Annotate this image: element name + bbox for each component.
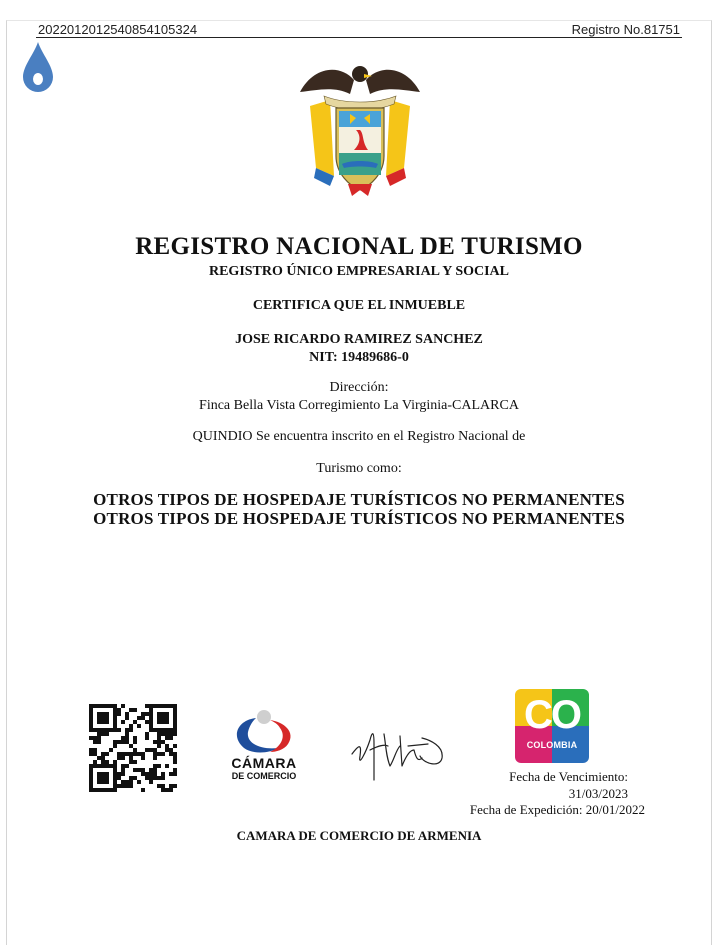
fecha-vencimiento-label: Fecha de Vencimiento:	[509, 769, 628, 784]
document-subtitle: REGISTRO ÚNICO EMPRESARIAL Y SOCIAL	[208, 264, 509, 279]
camara-logo-mark	[226, 708, 302, 754]
fecha-expedicion: Fecha de Expedición: 20/01/2022	[469, 802, 645, 817]
owner-nit: NIT: 19489686-0	[309, 350, 409, 365]
fecha-vencimiento-value: 31/03/2023	[568, 786, 628, 801]
issuer-name: CAMARA DE COMERCIO DE ARMENIA	[236, 828, 482, 843]
camara-logo-subword: DE COMERCIO	[231, 771, 297, 781]
qr-code	[89, 704, 177, 792]
como-text: Turismo como:	[316, 461, 402, 476]
category-line: OTROS TIPOS DE HOSPEDAJE TURÍSTICOS NO PERMANENTES	[93, 490, 625, 509]
colombia-logo-word: COLOMBIA	[526, 740, 578, 750]
handwritten-signature	[344, 716, 450, 782]
document-header	[36, 22, 682, 38]
owner-name: JOSE RICARDO RAMIREZ SANCHEZ	[235, 332, 483, 347]
category-line: OTROS TIPOS DE HOSPEDAJE TURÍSTICOS NO PERMANENTES	[93, 509, 625, 528]
camara-logo-word: CÁMARA	[231, 755, 297, 771]
certifica-heading: CERTIFICA QUE EL INMUEBLE	[252, 298, 466, 313]
document-title: REGISTRO NACIONAL DE TURISMO	[135, 233, 583, 260]
camara-de-comercio-logo	[226, 708, 302, 790]
address-label: Dirección:	[329, 380, 389, 395]
address-value: Finca Bella Vista Corregimiento La Virginia-CALARCA	[199, 398, 519, 413]
document-code: 2022012012540854105324	[38, 22, 198, 37]
inscrito-text: QUINDIO Se encuentra inscrito en el Registro Nacional de	[192, 429, 526, 444]
water-drop-icon	[21, 40, 55, 94]
colombia-logo-mark: CO	[524, 693, 580, 737]
colombia-brand-logo	[515, 689, 589, 763]
coat-of-arms-emblem	[290, 56, 430, 198]
registro-number: Registro No.81751	[571, 22, 680, 37]
